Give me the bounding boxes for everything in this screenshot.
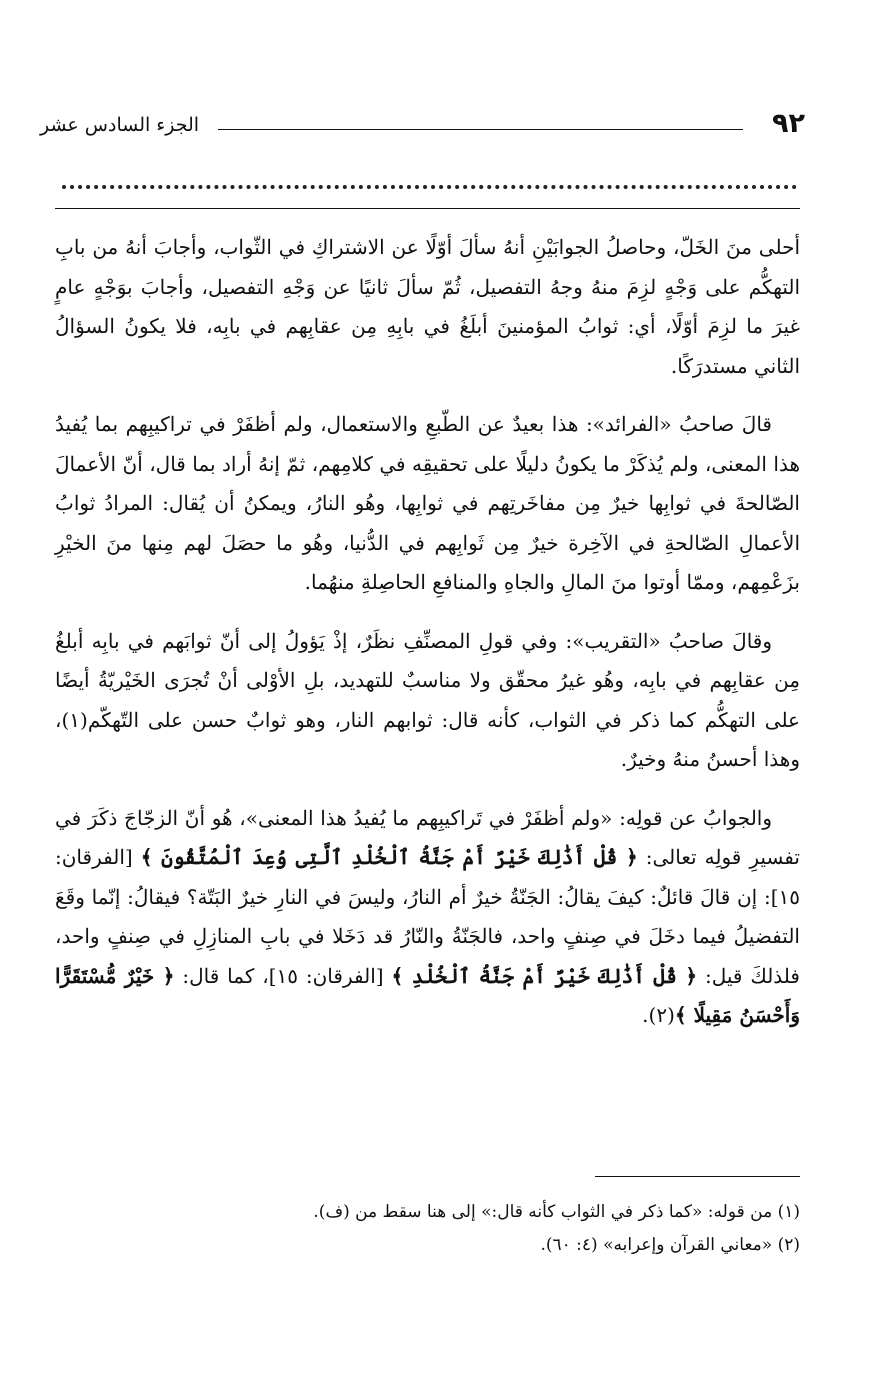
quran-verse-2: ﴿ قُلْ أَذَٰلِكَ خَيْرٌ أَمْ جَنَّةُ ٱلْخُلْدِ ﴾ bbox=[391, 963, 698, 988]
answer-text-1: والجوابُ عن قولِه: «ولم أظفَرْ في تَراكيبِهم ما يُفيدُ هذا المعنى»، هُو أنّ الزجّاجَ ذكَرَ في تفسيرِ قولِه تعالى: bbox=[55, 805, 800, 869]
footnotes bbox=[55, 1196, 800, 1262]
paragraph-4 bbox=[55, 799, 800, 1036]
solid-separator bbox=[55, 208, 800, 209]
paragraph-1: أحلى منَ الخَلّ، وحاصلُ الجوابَيْنِ أنهُ سألَ أوّلًا عن الاشتراكِ في الثّواب، وأجابَ أنهُ من بابِ التهكُّم على وَجْهٍ لزِمَ منهُ وجهُ التفصيل، ثُمّ سألَ ثانيًا عن وَجْهِ التفصيل، وأجابَ بوَجْهٍ عامٍ غيرَ ما لزِمَ أوّلًا، أي: ثوابُ المؤمنينَ أبلَغُ في بابِهِ مِن عقابِهم في بابِه، فلا يكونُ السؤالُ الثاني مستدرَكًا. bbox=[55, 235, 800, 378]
answer-text-3: [الفرقان: ١٥]، كما قال: bbox=[174, 963, 392, 988]
volume-title: الجزء السادس عشر bbox=[40, 114, 200, 136]
header-rule bbox=[218, 129, 743, 130]
footnote-2: (٢) «معاني القرآن وإعرابه» (٤: ٦٠). bbox=[540, 1235, 800, 1255]
answer-text-4: (٢). bbox=[642, 1003, 675, 1027]
paragraph-2: قالَ صاحبُ «الفرائد»: هذا بعيدٌ عن الطّبعِ والاستعمال، ولم أظفَرْ في تراكيبِهم بما يُفيدُ هذا المعنى، ولم يُذكَرْ ما يكونُ دليلًا على تحقيقِه في كلامِهم، ثمّ إنهُ أراد بما قال، أنّ الأعمالَ الصّالحةَ في ثوابِها خيرٌ مِن مفاخَرتِهم في ثوابِها، وهُو النارُ، ويمكنُ أن يُقال: المرادُ ثوابُ الأعمالِ الصّالحةِ في الآخِرة خيرٌ مِن ثَوابِهم في الدُّنيا، وهُو ما حصَلَ لهم مِنها منَ الخيْرِ بزَعْمِهم، وممّا أوتوا منَ المالِ والجاهِ والمنافعِ الحاصِلةِ منهُما. bbox=[55, 412, 800, 594]
main-text bbox=[55, 228, 800, 1055]
running-header bbox=[40, 108, 805, 144]
page-number: ٩٢ bbox=[772, 108, 805, 139]
answer-text-2: [الفرقان: ١٥]: إن قالَ قائلٌ: كيفَ يقالُ: الجَنّةُ خيرٌ أم النارُ، وليسَ في النارِ خيرٌ البَتّة؟ فيقالُ: إنّما وقَعَ التفضيلُ فيما دخَلَ في صِنفٍ واحد، فالجَنّةُ والنّارُ قد دَخَلا في بابِ المنازِلِ في صِنفٍ واحد، فلذلكَ قيل: bbox=[55, 845, 800, 988]
paragraph-3: وقالَ صاحبُ «التقريب»: وفي قولِ المصنِّفِ نظَرٌ، إذْ يَؤولُ إلى أنّ ثوابَهم في بابِه أبلغُ مِن عقابِهم في بابِه، وهُو غيرُ محقّق ولا مناسبٌ للتهديد، بلِ الأوْلى أنْ تُجرَى الخَيْريّةُ أيضًا على التهكُّم كما ذكر في الثواب، كأنه قال: ثوابهم النار، وهو ثوابٌ حسن على التّهكّم(١)، وهذا أحسنُ منهُ وخيرٌ. bbox=[55, 628, 800, 771]
footnote-1: (١) من قوله: «كما ذكر في الثواب كأنه قال:» إلى هنا سقط من (ف). bbox=[313, 1202, 800, 1222]
quran-verse-1: ﴿ قُلْ أَذَٰلِكَ خَيْرٌ أَمْ جَنَّةُ ٱلْخُلْدِ ٱلَّتِى وُعِدَ ٱلْمُتَّقُونَ ﴾ bbox=[140, 845, 638, 869]
quran-verse-3: ﴿ خَيْرٌ مُّسْتَقَرًّا وَأَحْسَنُ مَقِيلًا ﴾ bbox=[55, 963, 800, 1027]
footnote-rule bbox=[595, 1176, 800, 1177]
dotted-separator bbox=[62, 185, 797, 189]
